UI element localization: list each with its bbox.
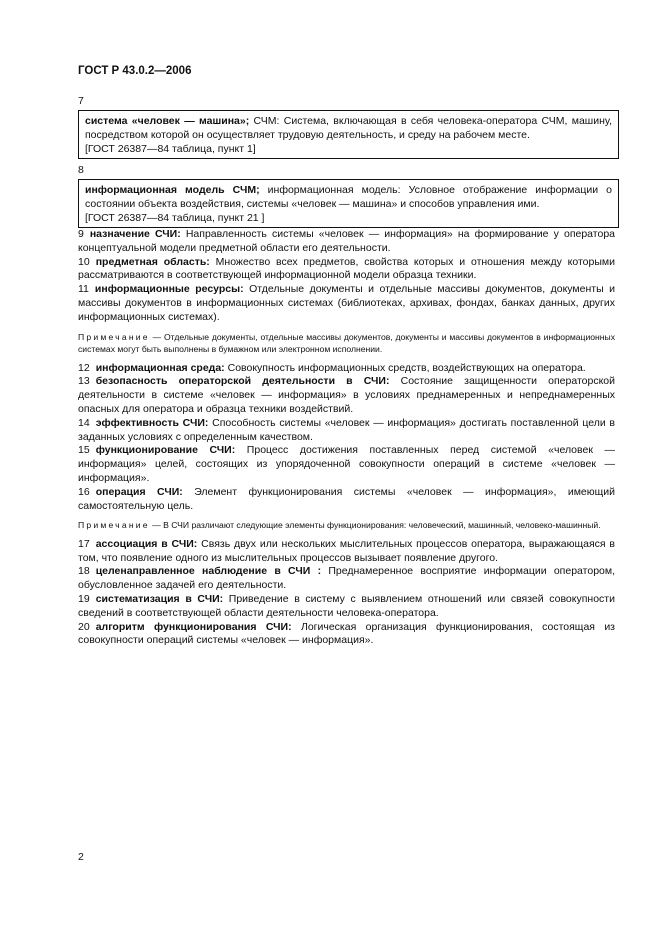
- term-7-reference: [ГОСТ 26387—84 таблица, пункт 1]: [85, 143, 256, 155]
- document-header: ГОСТ Р 43.0.2—2006: [78, 65, 192, 77]
- entry-number: 10: [78, 255, 90, 268]
- term-8-definition: информационная модель: Условное отображение информации о состоянии объекта воздействия, системы «человек — машина» и способов управления ими.: [85, 184, 612, 210]
- term-entry: [78, 228, 615, 256]
- term-7-number: 7: [78, 95, 84, 107]
- entry-term: назначение СЧИ:: [89, 228, 181, 240]
- term-entry: [78, 283, 615, 324]
- entry-term: целенаправленное наблюдение в СЧИ :: [95, 565, 322, 578]
- entry-definition: Отдельные документы и отдельные массивы документов, документы и массивы документов в информационных системах (библиотеках, архивах, фондах, банках данных, других информационных системах).: [78, 283, 616, 323]
- entry-number: 9: [78, 228, 84, 240]
- page-number: 2: [78, 851, 84, 863]
- entry-definition: Процесс достижения поставленных перед системой «человек — информация» целей, состоящих из упорядоченной совокупности операций в системе «человек — информация».: [78, 444, 615, 484]
- entry-term: эффективность СЧИ:: [95, 416, 209, 429]
- entry-term: алгоритм функционирования СЧИ:: [95, 620, 292, 633]
- entry-term: предметная область:: [95, 255, 210, 268]
- entry-number: 20: [78, 620, 90, 633]
- entry-number: 18: [78, 565, 90, 578]
- term-7-box: [78, 110, 619, 159]
- entry-definition: Состояние защищенности операторской деятельности в системе «человек — информация» в условиях преднамеренных и непреднамеренных опасных для оператора и образца техники воздействий.: [78, 375, 616, 415]
- entry-term: информационные ресурсы:: [94, 283, 244, 296]
- entry-definition: Множество всех предметов, свойства которых и отношения между которыми рассматриваются в соответствующей информационной модели образца техники.: [78, 255, 615, 282]
- term-entry: [78, 593, 615, 621]
- entry-number: 19: [78, 593, 90, 606]
- entry-number: 17: [78, 537, 90, 550]
- term-8-number: 8: [78, 164, 84, 176]
- note-2: [78, 519, 615, 532]
- entry-definition: Совокупность информационных средств, воздействующих на оператора.: [224, 361, 586, 374]
- term-entry: [78, 444, 615, 485]
- definitions-body: [78, 228, 615, 648]
- term-entry: [78, 621, 615, 649]
- entry-term: операция СЧИ:: [95, 485, 183, 498]
- term-8-term: информационная модель СЧМ;: [85, 184, 260, 196]
- entry-number: 12: [78, 361, 90, 374]
- entry-definition: Направленность системы «человек — информация» на формирование у оператора концептуальной модели предметной области его деятельности.: [78, 228, 615, 254]
- entry-definition: Логическая организация функционирования, состоящая из совокупности операций системы «человек — информация».: [78, 620, 616, 647]
- term-entry: [78, 256, 615, 284]
- term-entry: [78, 538, 615, 566]
- note-text: — Отдельные документы, отдельные массивы документов, документы и массивы документов в информационных системах могут быть выполнены в бумажном или электронном исполнении.: [78, 331, 615, 355]
- note-1: [78, 331, 615, 356]
- entry-number: 14: [78, 416, 90, 429]
- entry-definition: Приведение в систему с выявлением отношений или связей совокупности сведений в соответствующей области деятельности человека-оператора.: [78, 593, 615, 619]
- term-entry: [78, 375, 615, 416]
- entry-term: информационная среда:: [95, 361, 225, 374]
- term-8-box: [78, 179, 619, 228]
- note-label: Примечание: [78, 331, 150, 342]
- term-8-reference: [ГОСТ 26387—84 таблица, пункт 21 ]: [85, 212, 265, 224]
- term-entry: [78, 362, 615, 376]
- entry-definition: Преднамеренное восприятие информации оператором, обусловленное задачей его деятельности.: [78, 565, 616, 592]
- entry-term: ассоциация в СЧИ:: [95, 537, 198, 550]
- entry-number: 15: [78, 444, 90, 457]
- term-7-term: система «человек — машина»;: [85, 115, 250, 127]
- term-7-definition: СЧМ: Система, включающая в себя человека-оператора СЧМ, машину, посредством которой он осуществляет трудовую деятельность, и среду на рабочем месте.: [85, 115, 612, 141]
- term-entry: [78, 486, 615, 514]
- entry-number: 13: [78, 375, 90, 388]
- note-label: Примечание: [78, 520, 150, 531]
- entry-term: безопасность операторской деятельности в СЧИ:: [95, 375, 390, 388]
- entry-definition: Способность системы «человек — информация» достигать поставленной цели в заданных условиях с определенным качеством.: [78, 416, 615, 443]
- term-entry: [78, 565, 615, 593]
- entry-term: систематизация в СЧИ:: [95, 593, 224, 606]
- entry-definition: Элемент функционирования системы «человек — информация», имеющий самостоятельную цель.: [78, 485, 615, 512]
- note-text: — В СЧИ различают следующие элементы функционирования: человеческий, машинный, человеко-машинный.: [149, 520, 601, 531]
- term-entry: [78, 417, 615, 445]
- entry-term: функционирование СЧИ:: [95, 444, 236, 457]
- entry-number: 16: [78, 485, 90, 498]
- entry-definition: Связь двух или нескольких мыслительных процессов оператора, выражающаяся в том, что появление одного из мыслительных процессов вызывает появление другого.: [78, 537, 616, 564]
- entry-number: 11: [78, 283, 89, 296]
